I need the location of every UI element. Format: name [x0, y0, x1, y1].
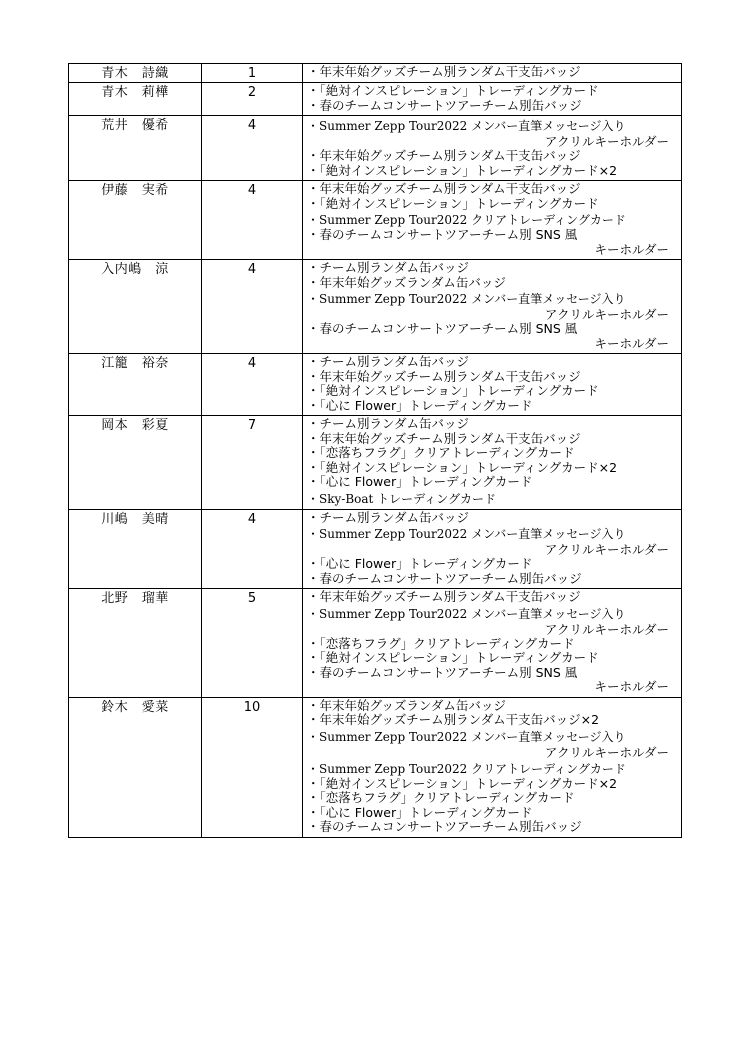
- table-body: [69, 64, 682, 838]
- list-item: [307, 446, 669, 461]
- table-row: [69, 181, 682, 260]
- table-row: [69, 260, 682, 354]
- item-count: 4: [202, 354, 303, 416]
- item-text: ・「絶対インスピレーション」トレーディングカード: [307, 83, 599, 98]
- list-item: [307, 475, 669, 490]
- list-item: [307, 213, 669, 228]
- item-count: 4: [202, 181, 303, 260]
- item-count: 4: [202, 509, 303, 589]
- item-text-continuation: キーホルダー: [594, 241, 669, 257]
- list-item: [307, 261, 669, 276]
- item-count: 2: [202, 83, 303, 116]
- item-text-continuation: アクリルキーホルダー: [544, 621, 669, 637]
- item-list: [303, 260, 682, 354]
- item-text: ・Summer Zepp Tour2022 メンバー直筆メッセージ入り: [307, 292, 626, 306]
- item-text: ・春のチームコンサートツアーチーム別 SNS 風: [307, 321, 578, 336]
- item-text: ・「心に Flower」トレーディングカード: [307, 474, 533, 489]
- table-row: [69, 509, 682, 589]
- item-text: ・年末年始グッズチーム別ランダム干支缶バッジ: [307, 181, 581, 196]
- list-item: [307, 511, 669, 526]
- item-list: [303, 181, 682, 260]
- list-item: [307, 557, 669, 572]
- list-item: [307, 590, 669, 605]
- list-item: [307, 149, 669, 164]
- item-text: ・春のチームコンサートツアーチーム別缶バッジ: [307, 97, 582, 113]
- item-text: ・春のチームコンサートツアーチーム別 SNS 風: [307, 227, 578, 242]
- item-text: ・「絶対インスピレーション」トレーディングカード: [307, 383, 599, 398]
- item-text: ・「恋落ちフラグ」クリアトレーディングカード: [307, 635, 575, 651]
- member-name: 鈴木 愛菜: [69, 697, 202, 837]
- item-count: 4: [202, 116, 303, 181]
- member-name: 青木 莉樺: [69, 83, 202, 116]
- list-item: [307, 607, 669, 637]
- list-item: [307, 492, 669, 507]
- item-text: ・「絶対インスピレーション」トレーディングカード×2: [307, 162, 618, 178]
- item-count: 4: [202, 260, 303, 354]
- item-text: ・Summer Zepp Tour2022 クリアトレーディングカード: [307, 213, 626, 227]
- item-list: [303, 64, 682, 83]
- list-item: [307, 65, 669, 80]
- list-item: [307, 84, 669, 99]
- list-item: [307, 99, 669, 114]
- member-name: 荒井 優希: [69, 116, 202, 181]
- list-item: [307, 119, 669, 149]
- item-text: ・チーム別ランダム缶バッジ: [307, 354, 470, 369]
- item-list: [303, 116, 682, 181]
- list-item: [307, 713, 669, 728]
- item-text: ・「恋落ちフラグ」クリアトレーディングカード: [307, 790, 575, 805]
- item-text: ・チーム別ランダム缶バッジ: [307, 509, 470, 525]
- member-name: 川嶋 美晴: [69, 509, 202, 589]
- item-text: ・「心に Flower」トレーディングカード: [307, 804, 533, 820]
- list-item: [307, 228, 669, 257]
- table-row: [69, 116, 682, 181]
- item-text: ・春のチームコンサートツアーチーム別缶バッジ: [307, 819, 582, 834]
- member-name: 入内嶋 涼: [69, 260, 202, 354]
- item-count: 1: [202, 64, 303, 83]
- item-text: ・年末年始グッズチーム別ランダム干支缶バッジ: [307, 589, 581, 604]
- member-name: 伊藤 実希: [69, 181, 202, 260]
- item-text: ・年末年始グッズチーム別ランダム干支缶バッジ: [307, 368, 581, 384]
- list-item: [307, 276, 669, 291]
- item-list: [303, 354, 682, 416]
- table-row: [69, 354, 682, 416]
- item-list: [303, 589, 682, 698]
- list-item: [307, 637, 669, 652]
- item-text: ・年末年始グッズチーム別ランダム干支缶バッジ: [307, 148, 581, 163]
- list-item: [307, 791, 669, 806]
- list-item: [307, 572, 669, 587]
- member-name: 岡本 彩夏: [69, 416, 202, 510]
- list-item: [307, 197, 669, 212]
- item-text: ・春のチームコンサートツアーチーム別 SNS 風: [307, 664, 578, 680]
- item-text: ・Sky-Boat トレーディングカード: [307, 491, 496, 506]
- item-list: [303, 83, 682, 116]
- item-text: ・チーム別ランダム缶バッジ: [307, 416, 470, 431]
- item-text: ・年末年始グッズチーム別ランダム干支缶バッジ×2: [307, 712, 600, 727]
- item-count: 7: [202, 416, 303, 510]
- table-row: [69, 589, 682, 698]
- item-text-continuation: キーホルダー: [594, 335, 669, 351]
- list-item: [307, 417, 669, 432]
- item-list: [303, 697, 682, 837]
- item-text-continuation: アクリルキーホルダー: [544, 744, 669, 760]
- item-text-continuation: キーホルダー: [594, 679, 669, 694]
- item-list: [303, 509, 682, 589]
- list-item: [307, 322, 669, 351]
- item-text: ・「心に Flower」トレーディングカード: [307, 397, 533, 413]
- item-count: 5: [202, 589, 303, 698]
- table-row: [69, 416, 682, 510]
- item-text: ・Summer Zepp Tour2022 クリアトレーディングカード: [307, 761, 626, 776]
- item-text: ・「絶対インスピレーション」トレーディングカード×2: [307, 775, 618, 791]
- list-item: [307, 292, 669, 322]
- item-text: ・「恋落ちフラグ」クリアトレーディングカード: [307, 445, 575, 460]
- item-text: ・「絶対インスピレーション」トレーディングカード: [307, 195, 599, 211]
- list-item: [307, 432, 669, 447]
- item-text-continuation: アクリルキーホルダー: [544, 307, 669, 322]
- item-count: 10: [202, 697, 303, 837]
- list-item: [307, 730, 669, 760]
- list-item: [307, 820, 669, 835]
- item-text: ・春のチームコンサートツアーチーム別缶バッジ: [307, 570, 582, 586]
- list-item: [307, 666, 669, 695]
- list-item: [307, 762, 669, 777]
- item-text: ・チーム別ランダム缶バッジ: [307, 260, 470, 275]
- item-text-continuation: アクリルキーホルダー: [544, 134, 669, 149]
- table-row: [69, 697, 682, 837]
- item-text-continuation: アクリルキーホルダー: [544, 542, 669, 557]
- item-text: ・Summer Zepp Tour2022 メンバー直筆メッセージ入り: [307, 729, 626, 744]
- goods-table: [68, 63, 682, 838]
- item-text: ・Summer Zepp Tour2022 メンバー直筆メッセージ入り: [307, 606, 626, 621]
- table-row: [69, 83, 682, 116]
- member-name: 江籠 裕奈: [69, 354, 202, 416]
- list-item: [307, 182, 669, 197]
- list-item: [307, 461, 669, 476]
- item-text: ・年末年始グッズチーム別ランダム干支缶バッジ: [307, 430, 581, 446]
- list-item: [307, 699, 669, 714]
- list-item: [307, 370, 669, 385]
- item-text: ・「心に Flower」トレーディングカード: [307, 556, 533, 571]
- list-item: [307, 384, 669, 399]
- item-text: ・Summer Zepp Tour2022 メンバー直筆メッセージ入り: [307, 527, 626, 541]
- item-text: ・「絶対インスピレーション」トレーディングカード×2: [307, 459, 618, 475]
- member-name: 青木 詩織: [69, 64, 202, 83]
- list-item: [307, 355, 669, 370]
- item-text: ・年末年始グッズチーム別ランダム干支缶バッジ: [307, 64, 581, 79]
- list-item: [307, 806, 669, 821]
- list-item: [307, 399, 669, 414]
- item-text: ・年末年始グッズランダム缶バッジ: [307, 697, 506, 713]
- item-text: ・「絶対インスピレーション」トレーディングカード: [307, 650, 599, 665]
- item-text: ・年末年始グッズランダム缶バッジ: [307, 274, 506, 290]
- table-row: [69, 64, 682, 83]
- list-item: [307, 777, 669, 792]
- list-item: [307, 651, 669, 666]
- item-list: [303, 416, 682, 510]
- item-text: ・Summer Zepp Tour2022 メンバー直筆メッセージ入り: [307, 119, 626, 133]
- list-item: [307, 164, 669, 179]
- member-name: 北野 瑠華: [69, 589, 202, 698]
- list-item: [307, 527, 669, 557]
